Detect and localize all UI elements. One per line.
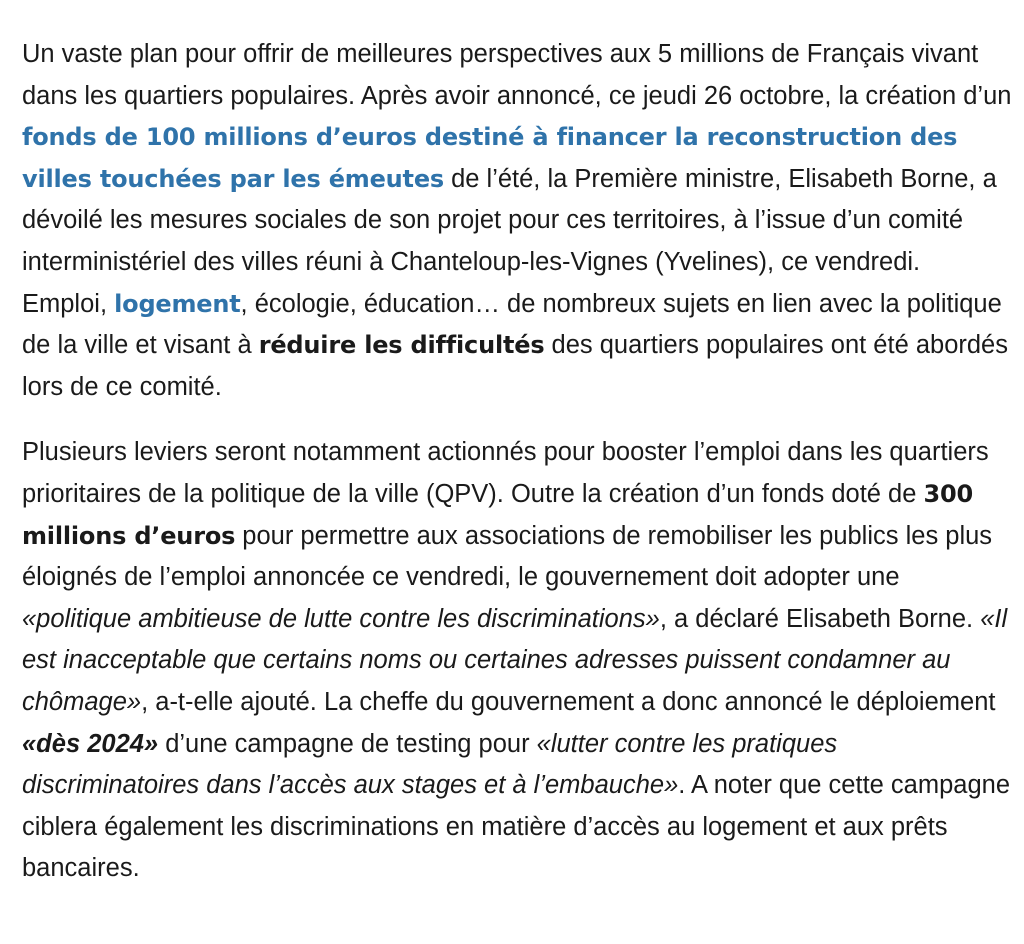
quote-text: «Il est inacceptable que certains noms ou certaines adresses puissent condamner au chômage» [22,604,1008,716]
text-segment: , écologie, éducation… de nombreux sujets en lien avec la politique de la ville et visant à [22,289,1002,360]
bold-text: réduire les difficultés [258,331,545,360]
bold-text: 300 millions d’euros [22,479,973,550]
text-segment: de l’été, la Première ministre, Elisabeth Borne, a dévoilé les mesures sociales de son projet pour ces territoires, à l’issue d’un comité interministériel des villes réuni à Chanteloup-les-Vignes (Yvelines), ce vendredi. Emploi, [22,164,997,318]
paragraph-intro [22,34,1012,408]
text-segment: des quartiers populaires ont été abordés lors de ce comité. [22,331,1008,401]
text-segment: , a-t-elle ajouté. La cheffe du gouvernement a donc annoncé le déploiement [141,687,996,716]
article-body [22,34,1012,890]
text-segment: d’une campagne de testing pour [158,729,537,758]
text-segment: Un vaste plan pour offrir de meilleures perspectives aux 5 millions de Français vivant dans les quartiers populaires. Après avoir annoncé, ce jeudi 26 octobre, la création d’un [22,40,1012,110]
paragraph-emploi [22,432,1012,890]
text-segment: pour permettre aux associations de remobiliser les publics les plus éloignés de l’emploi annoncée ce vendredi, le gouvernement doit adopter une [22,521,993,592]
bold-quote-text: «dès 2024» [22,729,159,758]
text-segment: . A noter que cette campagne ciblera également les discriminations en matière d’accès au logement et aux prêts bancaires. [22,771,1011,883]
quote-text: «lutter contre les pratiques discriminatoires dans l’accès aux stages et à l’embauche» [22,729,838,800]
quote-text: «politique ambitieuse de lutte contre les discriminations» [22,604,660,633]
link-logement[interactable]: logement [114,289,241,318]
text-segment: , a déclaré Elisabeth Borne. [659,604,981,633]
text-segment: Plusieurs leviers seront notamment actionnés pour booster l’emploi dans les quartiers prioritaires de la politique de la ville (QPV). Outre la création d’un fonds doté de [22,438,989,508]
link-reconstruction-fund[interactable]: fonds de 100 millions d’euros destiné à financer la reconstruction des villes touchées par les émeutes [22,123,958,193]
